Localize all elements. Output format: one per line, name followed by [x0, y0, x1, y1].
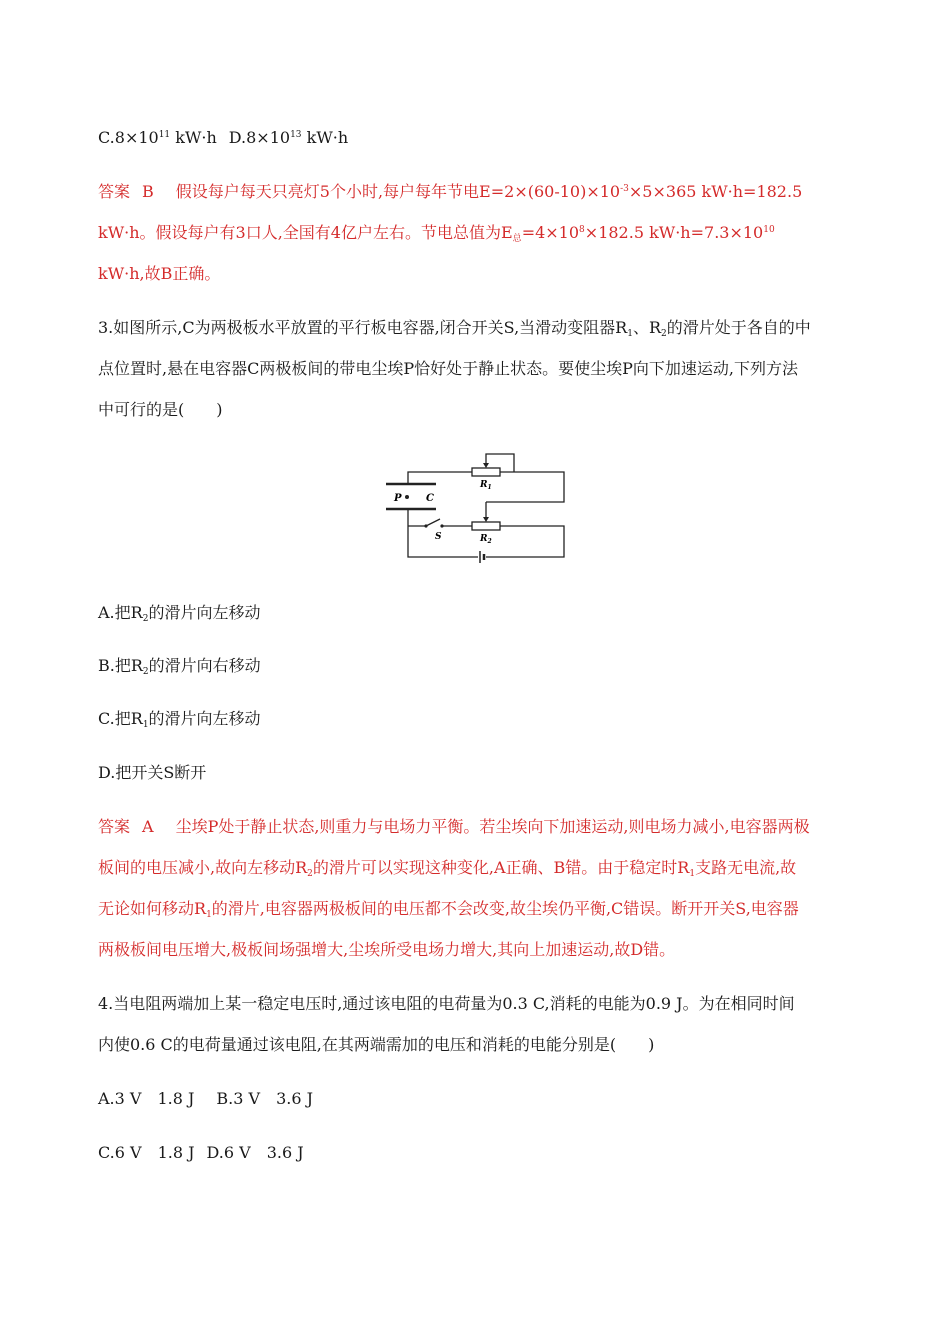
q3-answer-line-1: 答案 A 尘埃P处于静止状态,则重力与电场力平衡。若尘埃向下加速运动,则电场力减小,电容器两极 — [98, 817, 810, 836]
q3-stem-line-3: 中可行的是( ) — [98, 400, 223, 419]
switch-contact-right — [440, 524, 443, 527]
label-c: C — [426, 493, 434, 504]
answer-tag: 答案 — [98, 182, 131, 201]
q2-options-cd — [98, 127, 348, 149]
q4-option-a: A.3 V 1.8 J — [98, 1089, 195, 1108]
switch-s — [426, 519, 440, 526]
q4-options-ab — [98, 1088, 313, 1110]
q2-answer-line-2: kW·h。假设每户有3口人,全国有4亿户左右。节电总值为$E_总=4\times 10^8\times 182.5$ $kW\cdot h=7.3\times 10^{10}$ — [98, 223, 775, 244]
q4-option-b: B.3 V 3.6 J — [216, 1089, 314, 1108]
resistor-r2 — [472, 522, 500, 530]
q3-option-a: A.把$R_2$的滑片向左移动 — [98, 603, 261, 624]
label-r2: $R_2$ — [480, 534, 492, 545]
q2-answer-line-3: kW·h,故B正确。 — [98, 264, 221, 283]
dust-particle — [405, 495, 409, 499]
q3-option-d: D.把开关S断开 — [98, 763, 207, 782]
resistor-r1 — [472, 468, 500, 476]
wire-top-left — [408, 472, 472, 484]
q3-stem-line-2: 点位置时,悬在电容器C两极板间的带电尘埃P恰好处于静止状态。要使尘埃P向下加速运动,下列方法 — [98, 359, 798, 378]
q3-answer-line-2: 板间的电压减小,故向左移动$R_2$的滑片可以实现这种变化,A正确、B错。由于稳定时$R_1$支路无电流,故 — [98, 858, 797, 879]
label-s: S — [435, 532, 442, 542]
label-p: P — [394, 493, 402, 504]
q3-option-c: C.把$R_1$的滑片向左移动 — [98, 709, 261, 730]
q4-option-c: C.6 V 1.8 J — [98, 1143, 195, 1162]
wire-r2-right — [486, 526, 564, 557]
answer-tag: 答案 — [98, 817, 131, 836]
circuit-diagram — [380, 448, 570, 566]
q4-options-cd — [98, 1142, 304, 1164]
q2-option-d: $D.8\times 10^{13}$ kW·h — [228, 128, 349, 147]
answer-choice: B — [142, 182, 154, 201]
q4-stem-line-2: 内使0.6 C的电荷量通过该电阻,在其两端需加的电压和消耗的电能分别是( ) — [98, 1035, 655, 1054]
q3-answer-line-4: 两极板间电压增大,极板间场强增大,尘埃所受电场力增大,其向上加速运动,故D错。 — [98, 940, 676, 959]
r2-slider-arrow — [483, 517, 489, 522]
r1-slider-arrow — [483, 463, 489, 468]
q2-option-c: $C.8\times 10^{11}$ kW·h — [98, 128, 217, 147]
label-r1: $R_1$ — [480, 480, 492, 491]
q3-answer-line-3: 无论如何移动$R_1$的滑片,电容器两极板间的电压都不会改变,故尘埃仍平衡,C错误。断开开关S,电容器 — [98, 899, 799, 920]
q3-option-b: B.把$R_2$的滑片向右移动 — [98, 656, 261, 677]
switch-contact-left — [424, 524, 427, 527]
q4-stem-line-1: 4.当电阻两端加上某一稳定电压时,通过该电阻的电荷量为0.3 C,消耗的电能为0.9 J。为在相同时间 — [98, 994, 795, 1013]
q3-stem-line-1: 3.如图所示,C为两极板水平放置的平行板电容器,闭合开关S,当滑动变阻器$R_1$、$R_2$的滑片处于各自的中 — [98, 318, 811, 339]
q4-option-d: D.6 V 3.6 J — [206, 1143, 304, 1162]
q2-answer-line-1: 答案 B 假设每户每天只亮灯5个小时,每户每年节电$E=2\times(60-10)\times 10^{-3}\times 5\times 365$ kW·h=182.5 — [98, 182, 803, 201]
wire-bottom-left — [408, 509, 478, 557]
answer-choice: A — [142, 817, 154, 836]
